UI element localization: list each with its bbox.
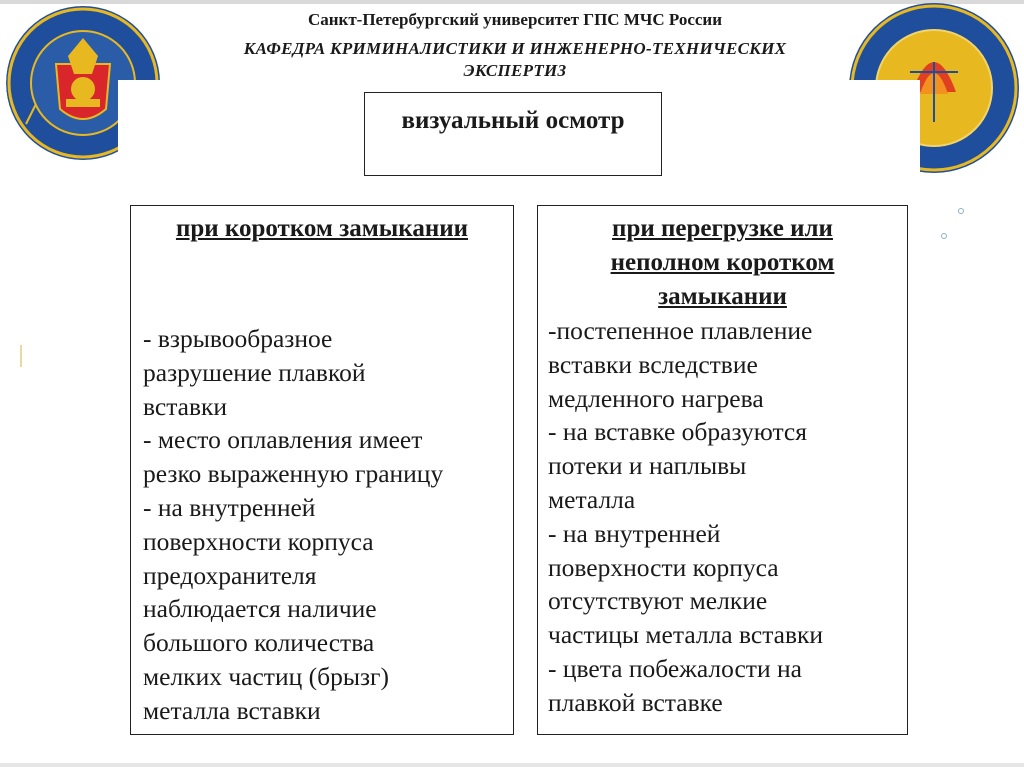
overload-heading: при перегрузке или неполном коротком замыкании [610,215,835,310]
short-circuit-column [130,205,514,735]
visual-inspection-box [364,92,662,176]
overload-signs: -постепенное плавление вставки вследствие медленного нагрева - на вставке образуются потеки и наплывы металла - на внутренней поверхности корпуса отсутствуют мелкие частицы металла вставки - цвета побежалости на плавкой вставке [548,316,824,717]
decorative-dot [958,208,964,214]
department-line-2: ЭКСПЕРТИЗ [463,61,567,80]
top-frame-line [0,0,1024,4]
decorative-dot [941,233,947,239]
visual-inspection-label: визуальный осмотр [401,107,625,134]
short-circuit-signs: - взрывообразное разрушение плавкой вставки - место оплавления имеет резко выраженную границу - на внутренней поверхности корпуса предохранителя наблюдается наличие большого количества мелких частиц (брызг) металла вставки [143,324,444,725]
university-title: Санкт-Петербургский университет ГПС МЧС России [307,10,723,29]
decorative-mark [20,345,22,367]
overload-column [537,205,908,735]
bottom-frame-line [0,763,1024,767]
department-line-1: КАФЕДРА КРИМИНАЛИСТИКИ И ИНЖЕНЕРНО-ТЕХНИЧЕСКИХ [243,39,787,58]
short-circuit-heading: при коротком замыкании [175,215,469,242]
department-title [180,38,850,82]
